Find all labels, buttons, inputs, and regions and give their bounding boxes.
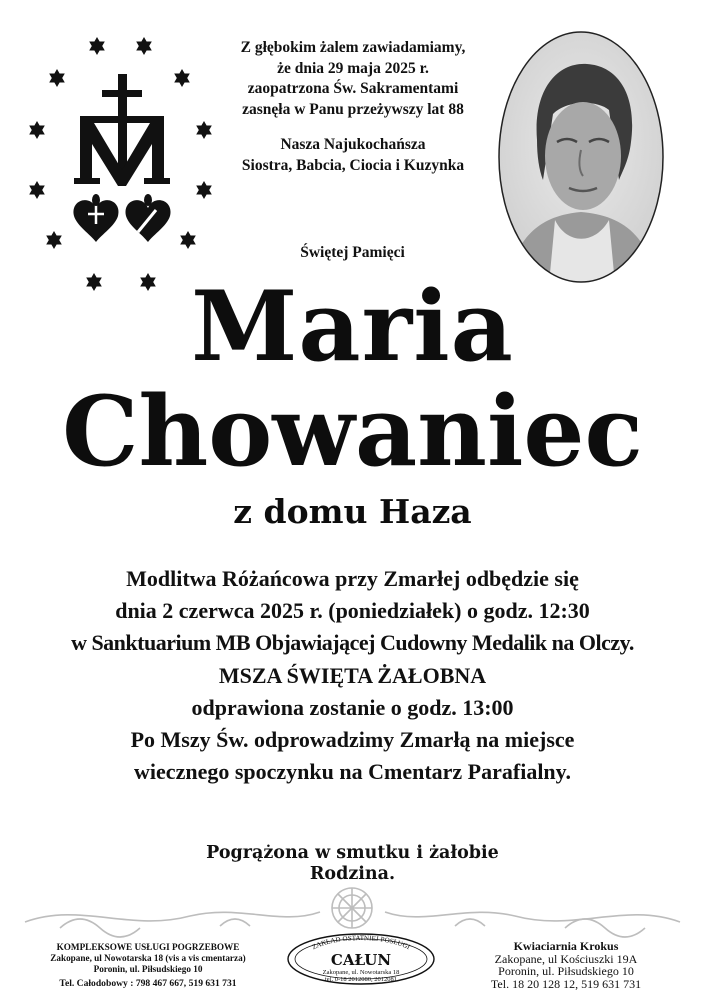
mourning-line: Pogrążona w smutku i żałobie [206,843,499,863]
relations-line: Nasza Najukochańsza [280,136,426,153]
details-line: MSZA ŚWIĘTA ŻAŁOBNA [218,662,487,688]
family-signature: Rodzina. [309,864,396,884]
calun-phone: tel. 0-18 2012080, 2012081 [324,976,398,983]
florist-address: Poronin, ul. Piłsudskiego 10 [498,964,634,978]
details-line: Po Mszy Św. odprowadzimy Zmarłą na miejsce [130,727,575,753]
details-line: Modlitwa Różańcowa przy Zmarłej odbędzie się [126,566,579,591]
details-line: wiecznego spoczynku na Cmentarz Parafialny. [134,759,571,785]
relations-line: Siostra, Babcia, Ciocia i Kuzynka [241,156,465,174]
maiden-name: z domu Haza [233,492,472,531]
announcement-line: Z głębokim żalem zawiadamiamy, [240,39,466,56]
funeral-services-info [14,942,282,989]
details-line: dnia 2 czerwca 2025 r. (poniedziałek) o godz. 12:30 [115,598,590,624]
florist-title: Kwiaciarnia Krokus [513,939,619,953]
details-line: odprawiona zostanie o godz. 13:00 [191,694,514,720]
funeral-services-address: Poronin, ul. Piłsudskiego 10 [93,964,203,974]
ceremony-details [0,563,705,788]
calun-arc-text: ZAKŁAD OSTATNIEJ POSŁUGI [310,934,412,952]
details-line: w Sanktuarium MB Objawiającej Cudowny Medalik na Olczy. [71,630,634,656]
announcement-line: że dnia 29 maja 2025 r. [277,59,429,77]
announcement-line: zaopatrzona Św. Sakramentami [247,80,459,97]
calun-address: Zakopane, ul. Nowotarska 18 [322,969,400,976]
funeral-services-address: Zakopane, ul Nowotarska 18 (vis a vis cmentarza) [50,953,246,963]
mourning-signature [0,843,705,885]
cross-m-monogram-icon [74,74,170,186]
calun-logo-badge [286,932,436,986]
florist-phone: Tel. 18 20 128 12, 519 631 731 [490,976,642,991]
florist-info [440,940,692,990]
sacred-hearts-icon [73,194,170,242]
florist-address: Zakopane, ul Kościuszki 19A [494,951,638,966]
first-name: Maria [191,270,514,383]
funeral-services-title: KOMPLEKSOWE USŁUGI POGRZEBOWE [56,942,240,952]
announcement-text [218,38,488,176]
memory-label: Świętej Pamięci [300,244,405,261]
calun-name: CAŁUN [330,951,392,969]
announcement-line: zasnęła w Panu przeżywszy lat 88 [242,100,464,118]
last-name: Chowaniec [62,375,643,488]
funeral-services-phone: Tel. Całodobowy : 798 467 667, 519 631 731 [59,978,237,989]
